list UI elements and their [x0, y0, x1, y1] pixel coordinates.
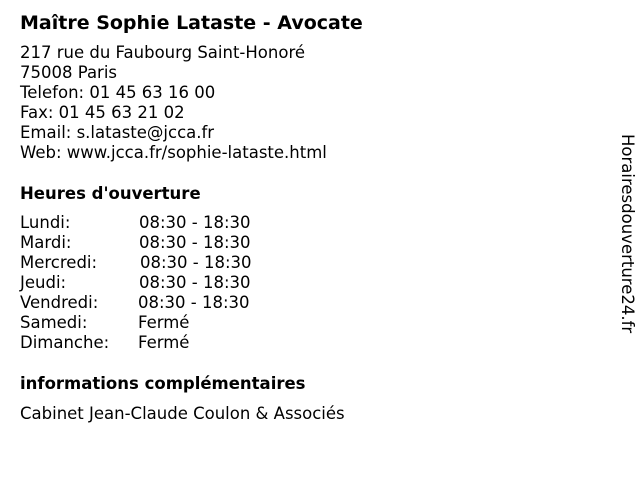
- day-label: Lundi:: [20, 213, 71, 232]
- day-label: Samedi:: [20, 313, 88, 332]
- page-title: Maître Sophie Lataste - Avocate: [20, 12, 363, 34]
- city-postal-code: 75008 Paris: [20, 63, 118, 82]
- contact-block: [20, 43, 327, 163]
- time-value: 08:30 - 18:30: [140, 253, 252, 272]
- time-value: 08:30 - 18:30: [138, 293, 250, 312]
- time-value: 08:30 - 18:30: [139, 273, 251, 292]
- site-watermark: Horairesdouverture24.fr: [618, 134, 637, 334]
- additional-info-text: Cabinet Jean-Claude Coulon & Associés: [20, 404, 345, 423]
- fax-number: Fax: 01 45 63 21 02: [20, 103, 185, 122]
- time-value: Fermé: [138, 313, 190, 332]
- email-address: Email: s.lataste@jcca.fr: [20, 123, 215, 142]
- day-label: Jeudi:: [20, 273, 67, 292]
- time-value: 08:30 - 18:30: [139, 233, 251, 252]
- website-url: Web: www.jcca.fr/sophie-lataste.html: [20, 143, 327, 162]
- day-label: Mercredi:: [20, 253, 98, 272]
- street-address: 217 rue du Faubourg Saint-Honoré: [20, 43, 306, 62]
- day-label: Dimanche:: [20, 333, 110, 352]
- time-value: Fermé: [138, 333, 190, 352]
- day-label: Vendredi:: [20, 293, 99, 312]
- day-label: Mardi:: [20, 233, 72, 252]
- time-value: 08:30 - 18:30: [139, 213, 251, 232]
- additional-info-heading: informations complémentaires: [20, 374, 306, 393]
- phone-number: Telefon: 01 45 63 16 00: [20, 83, 216, 102]
- opening-hours-heading: Heures d'ouverture: [20, 184, 201, 203]
